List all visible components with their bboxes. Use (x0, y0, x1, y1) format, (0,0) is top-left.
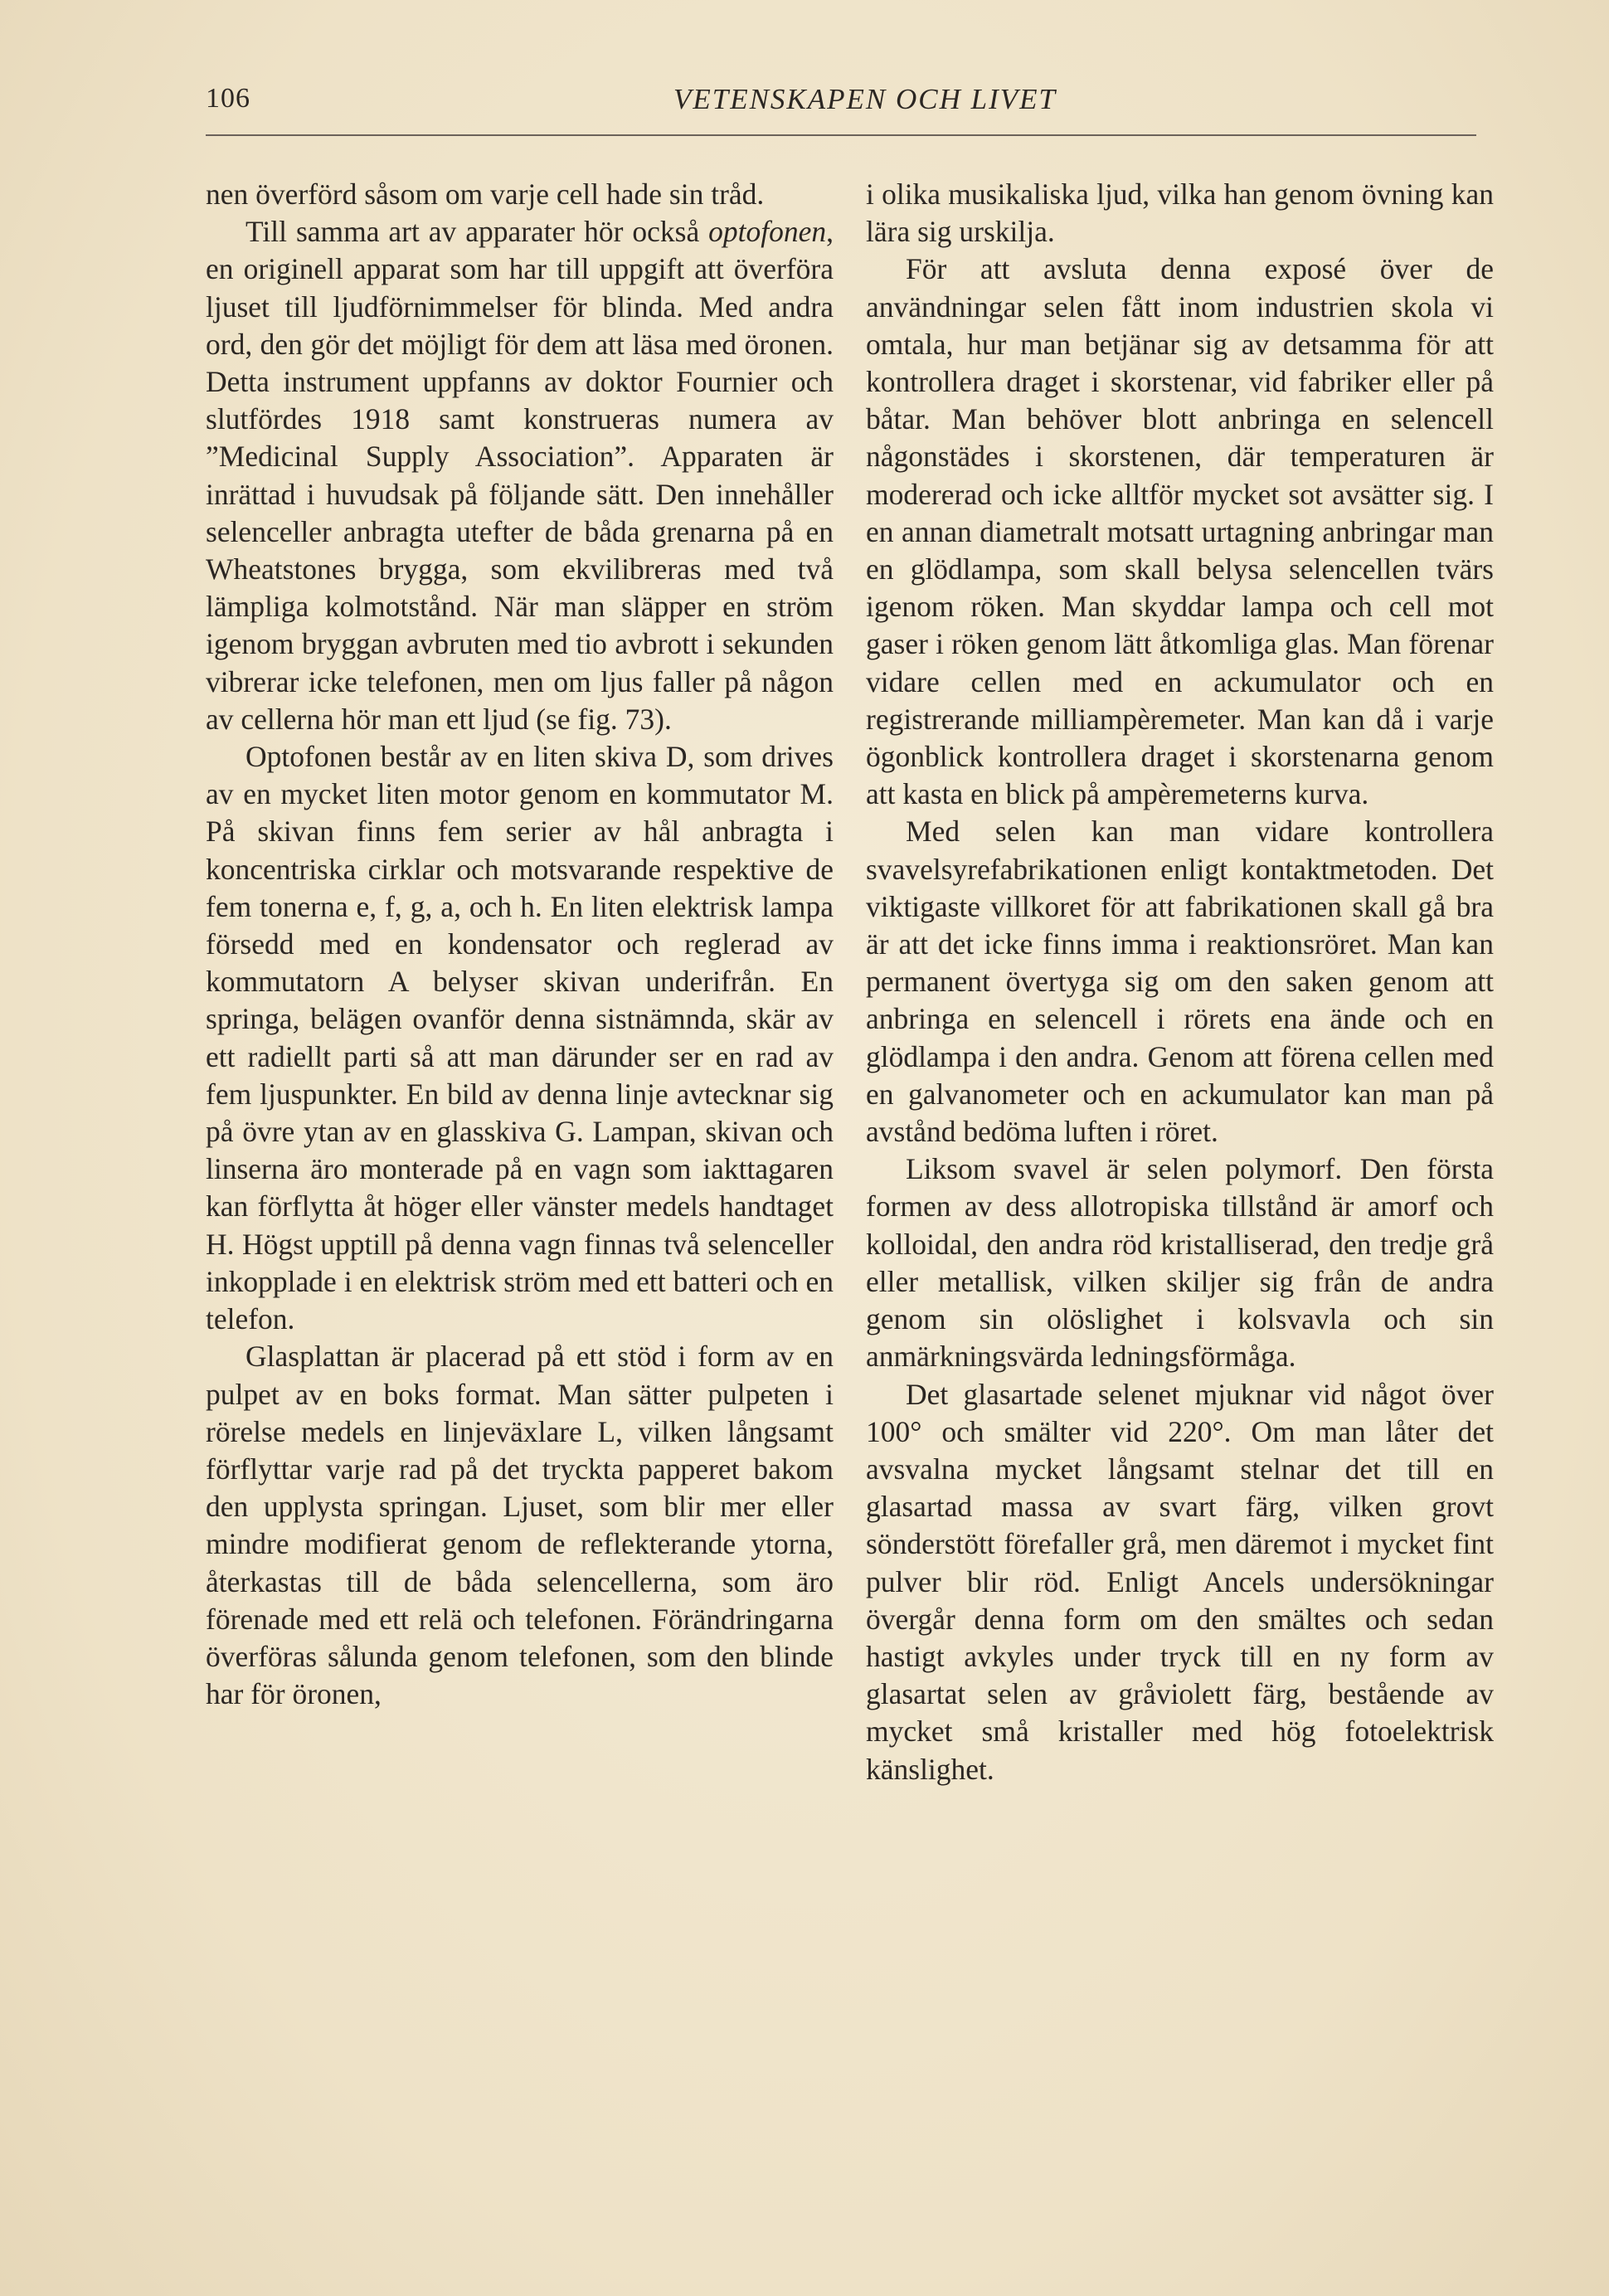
right-column (866, 176, 1494, 1788)
paragraph: Optofonen består av en liten skiva D, som drives av en mycket liten motor genom en kommutator M. På skivan finns fem serier av hål anbragta i koncentriska cirklar och motsvarande respektive de fem tonerna e, f, g, a, och h. En liten elektrisk lampa försedd med en kondensator och reglerad av kommutatorn A belyser skivan underifrån. En springa, belägen ovanför denna sistnämnda, skär av ett radiellt parti så att man därunder ser en rad av fem ljuspunkter. En bild av denna linje avtecknar sig på övre ytan av en glasskiva G. Lampan, skivan och linserna äro monterade på en vagn som iakttagaren kan förflytta åt höger eller vänster medels handtaget H. Högst upptill på denna vagn finnas två selenceller inkopplade i en elektrisk ström med ett batteri och en telefon. (206, 740, 834, 1336)
page-header (206, 83, 1475, 129)
paragraph (206, 213, 834, 738)
left-column (206, 176, 834, 1713)
paragraph: Glasplattan är placerad på ett stöd i form av en pulpet av en boks format. Man sätter pulpeten i rörelse medels en linjeväxlare L, vilken långsamt förflyttar varje rad på det tryckta papperet bakom den upplysta springan. Ljuset, som blir mer eller mindre modifierat genom de reflekterande ytorna, återkastas till de båda selencellerna, som äro förenade med ett relä och telefonen. Förändringarna överföras sålunda genom telefonen, som den blinde har för öronen, (206, 1340, 834, 1711)
paragraph: Liksom svavel är selen polymorf. Den första formen av dess allotropiska tillstånd är amorf och kolloidal, den andra röd kristalliserad, den tredje grå eller metallisk, vilken skiljer sig från de andra genom sin olöslighet i kolsvavla och sin anmärkningsvärda ledningsförmåga. (866, 1152, 1494, 1374)
paragraph: i olika musikaliska ljud, vilka han genom övning kan lära sig urskilja. (866, 178, 1494, 249)
emphasized-term: optofonen (708, 215, 827, 249)
paragraph: Det glasartade selenet mjuknar vid något över 100° och smälter vid 220°. Om man låter det avsvalna mycket långsamt stelnar det till en glasartad massa av svart färg, vilken grovt sönderstött förefaller grå, men däremot i mycket fint pulver blir röd. Enligt Ancels undersökningar övergår denna form om den smältes och sedan hastigt avkyles under tryck till en ny form av glasartat selen av gråviolett färg, bestående av mycket små kristaller med hög fotoelektrisk känslighet. (866, 1377, 1494, 1786)
paragraph: nen överförd såsom om varje cell hade sin tråd. (206, 178, 765, 211)
header-rule (206, 134, 1476, 136)
paragraph: Med selen kan man vidare kontrollera svavelsyrefabrikationen enligt kontaktmetoden. Det viktigaste villkoret för att fabrikationen skall gå bra är att det icke finns imma i reaktionsröret. Man kan permanent övertyga sig om den saken genom att anbringa en selencell i rörets ena ände och en glödlampa i den andra. Genom att förena cellen med en galvanometer och en ackumulator kan man på avstånd bedöma luften i röret. (866, 815, 1494, 1149)
running-title: VETENSKAPEN OCH LIVET (673, 83, 1057, 115)
paragraph-text: Till samma art av apparater hör också (245, 215, 709, 249)
page-number: 106 (206, 83, 250, 114)
paragraph-text: , en originell apparat som har till uppgift att överföra ljuset till ljudförnimmelser för blinda. Med andra ord, den gör det möjligt för dem att läsa med öronen. Detta instrument uppfanns av doktor Fournier och slutfördes 1918 samt konstrueras numera av ”Medicinal Supply Association”. Apparaten är inrättad i huvudsak på följande sätt. Den innehåller selenceller anbragta utefter de båda grenarna på en Wheatstones brygga, som ekvilibreras med två lämpliga kolmotstånd. När man släpper en ström igenom bryggan avbruten med tio avbrott i sekunden vibrerar icke telefonen, men om ljus faller på någon av cellerna hör man ett ljud (se fig. 73). (206, 215, 834, 736)
paragraph: För att avsluta denna exposé över de användningar selen fått inom industrien skola vi omtala, hur man betjänar sig av detsamma för att kontrollera draget i skorstenar, vid fabriker eller på båtar. Man behöver blott anbringa en selencell någonstädes i skorstenen, där temperaturen är modererad och icke alltför mycket sot avsätter sig. I en annan diametralt motsatt urtagning anbringar man en glödlampa, som skall belysa selencellen tvärs igenom röken. Man skyddar lampa och cell mot gaser i röken genom lätt åtkomliga glas. Man förenar vidare cellen med en ackumulator och en registrerande milliampèremeter. Man kan då i varje ögonblick kontrollera draget i skorstenarna genom att kasta en blick på ampèremeterns kurva. (866, 252, 1494, 811)
